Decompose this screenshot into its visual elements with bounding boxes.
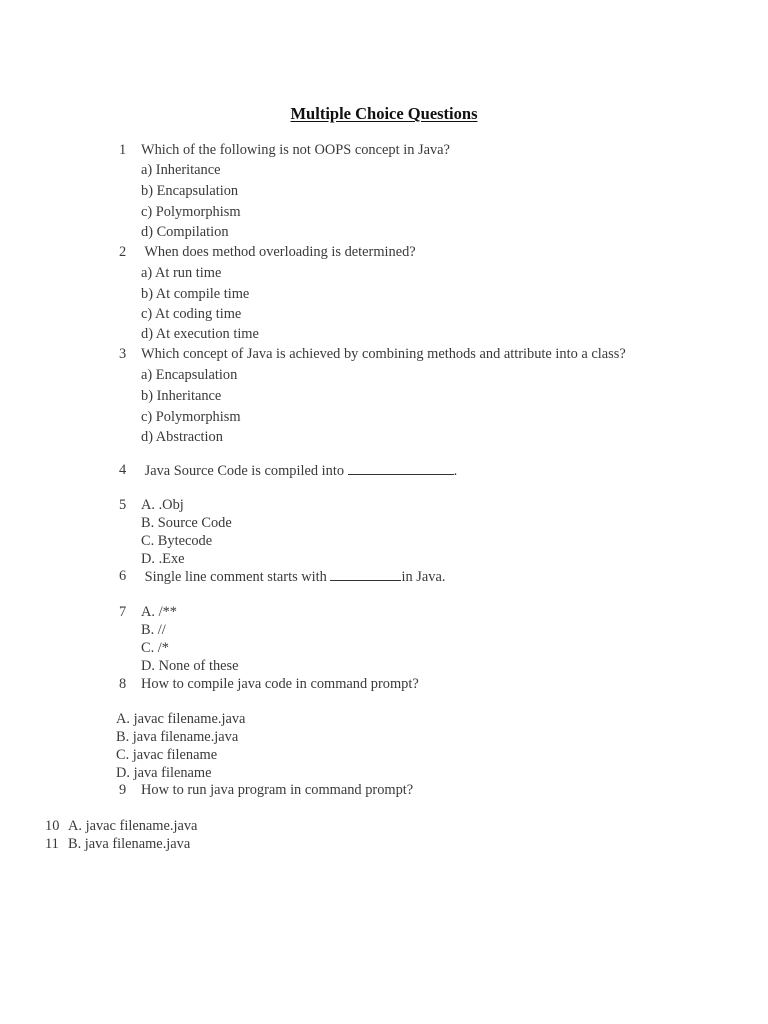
question-text-before: Java Source Code is compiled into [141, 463, 348, 479]
option-a: a) At run time [141, 265, 222, 281]
option-a: A. javac filename.java [116, 711, 246, 727]
option-a: a) Encapsulation [141, 367, 238, 383]
option-a: A. /** [141, 604, 177, 620]
question-text: How to compile java code in command prompt? [141, 676, 419, 692]
option-d: d) Abstraction [141, 429, 223, 445]
option-c: C. /* [141, 640, 169, 656]
question-text-before: Single line comment starts with [141, 569, 331, 585]
answer-blank [330, 567, 401, 581]
option-c: C. javac filename [116, 747, 218, 763]
question-number: 4 [119, 462, 127, 478]
question-number: 8 [119, 676, 127, 692]
option-b: B. java filename.java [116, 729, 239, 745]
question-number: 2 [119, 244, 127, 260]
question-number: 6 [119, 568, 127, 584]
question-text-after: . [453, 463, 458, 479]
option-b: B. java filename.java [68, 836, 191, 852]
document-title: Multiple Choice Questions [290, 104, 478, 123]
option-d: D. .Exe [141, 551, 185, 567]
option-c: c) Polymorphism [141, 409, 241, 425]
option-d: d) At execution time [141, 326, 259, 342]
question-text [141, 567, 445, 586]
question-number: 9 [119, 782, 127, 798]
question-text: Which concept of Java is achieved by combining methods and attribute into a class? [141, 346, 626, 362]
option-d: D. java filename [116, 765, 212, 781]
option-b: B. // [141, 622, 166, 638]
question-number: 10 [45, 818, 60, 834]
question-text-after: in Java. [401, 569, 446, 585]
option-c: c) At coding time [141, 306, 242, 322]
question-number: 3 [119, 346, 127, 362]
option-a: a) Inheritance [141, 162, 221, 178]
option-a: A. javac filename.java [68, 818, 198, 834]
option-c: C. Bytecode [141, 533, 213, 549]
option-c: c) Polymorphism [141, 204, 241, 220]
option-b: b) At compile time [141, 286, 250, 302]
question-text [141, 461, 457, 480]
question-text: Which of the following is not OOPS concept in Java? [141, 142, 450, 158]
option-a: A. .Obj [141, 497, 184, 513]
question-number: 11 [45, 836, 59, 852]
answer-blank [348, 461, 454, 475]
option-b: b) Encapsulation [141, 183, 239, 199]
option-b: B. Source Code [141, 515, 232, 531]
question-number: 5 [119, 497, 127, 513]
option-d: D. None of these [141, 658, 239, 674]
question-number: 1 [119, 142, 127, 158]
option-d: d) Compilation [141, 224, 229, 240]
option-b: b) Inheritance [141, 388, 222, 404]
question-text: When does method overloading is determined? [141, 244, 416, 260]
question-text: How to run java program in command prompt? [141, 782, 414, 798]
question-number: 7 [119, 604, 127, 620]
